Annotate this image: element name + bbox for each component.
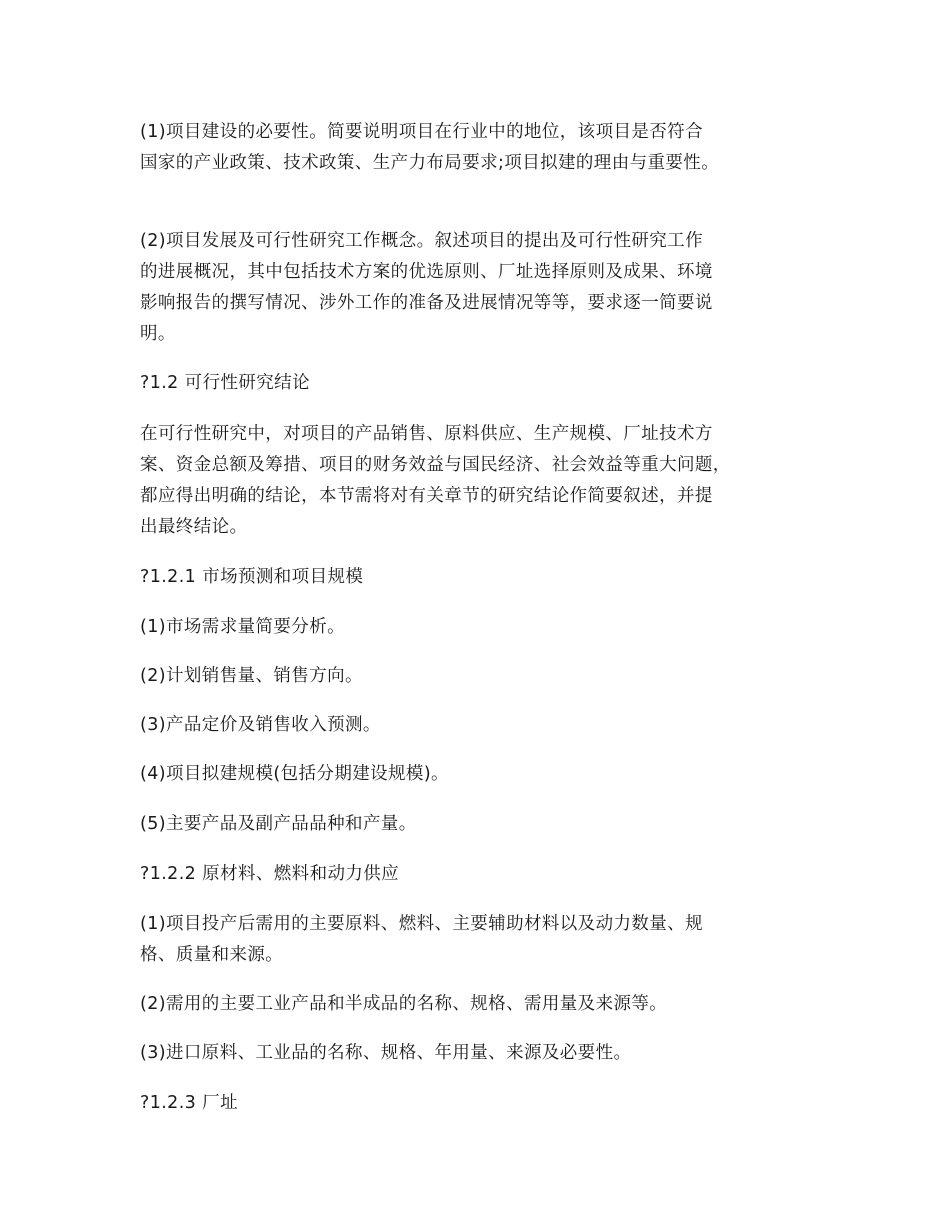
text-line: 国家的产业政策、技术政策、生产力布局要求;项目拟建的理由与重要性。 <box>140 153 720 173</box>
text-line: 都应得出明确的结论，本节需将对有关章节的研究结论作简要叙述，并提 <box>140 486 713 506</box>
text-line: 案、资金总额及筹措、项目的财务效益与国民经济、社会效益等重大问题， <box>140 455 731 475</box>
text-line: (1)项目投产后需用的主要原料、燃料、主要辅助材料以及动力数量、规 <box>140 914 703 934</box>
list-item-pricing <box>140 710 830 741</box>
text-line: (5)主要产品及副产品品种和产量。 <box>140 814 417 834</box>
list-item-project-scale <box>140 759 830 790</box>
list-item-imported-materials <box>140 1038 830 1069</box>
text-line: (2)需用的主要工业产品和半成品的名称、规格、需用量及来源等。 <box>140 994 668 1014</box>
text-line: (3)产品定价及销售收入预测。 <box>140 715 381 735</box>
list-item-industrial-products <box>140 989 830 1020</box>
heading-text: ?1.2.1 市场预测和项目规模 <box>140 567 364 587</box>
section-heading-1-2-1 <box>140 562 830 593</box>
heading-text: ?1.2.3 厂址 <box>140 1093 238 1113</box>
text-line: (4)项目拟建规模(包括分期建设规模)。 <box>140 764 449 784</box>
list-item-market-demand <box>140 612 830 643</box>
list-item-raw-materials <box>140 909 830 971</box>
text-line: 出最终结论。 <box>140 517 248 537</box>
section-heading-1-2 <box>140 368 830 399</box>
text-line: 的进展概况，其中包括技术方案的优选原则、厂址选择原则及成果、环境 <box>140 262 713 282</box>
text-line: (1)市场需求量简要分析。 <box>140 617 345 637</box>
list-item-sales-plan <box>140 661 830 692</box>
list-item-main-products <box>140 809 830 840</box>
heading-text: ?1.2 可行性研究结论 <box>140 373 310 393</box>
text-line: 明。 <box>140 324 176 344</box>
paragraph-project-development <box>140 226 830 350</box>
text-line: (1)项目建设的必要性。简要说明项目在行业中的地位，该项目是否符合 <box>140 122 703 142</box>
text-line: 格、质量和来源。 <box>140 945 284 965</box>
text-line: 影响报告的撰写情况、涉外工作的准备及进展情况等等，要求逐一简要说 <box>140 293 713 313</box>
section-heading-1-2-2 <box>140 859 830 890</box>
paragraph-project-necessity <box>140 117 830 179</box>
text-line: (2)项目发展及可行性研究工作概念。叙述项目的提出及可行性研究工作 <box>140 231 703 251</box>
text-line: (2)计划销售量、销售方向。 <box>140 666 363 686</box>
paragraph-study-conclusion <box>140 419 830 543</box>
text-line: 在可行性研究中，对项目的产品销售、原料供应、生产规模、厂址技术方 <box>140 424 713 444</box>
section-heading-1-2-3 <box>140 1088 830 1119</box>
text-line: (3)进口原料、工业品的名称、规格、年用量、来源及必要性。 <box>140 1043 632 1063</box>
heading-text: ?1.2.2 原材料、燃料和动力供应 <box>140 864 400 884</box>
